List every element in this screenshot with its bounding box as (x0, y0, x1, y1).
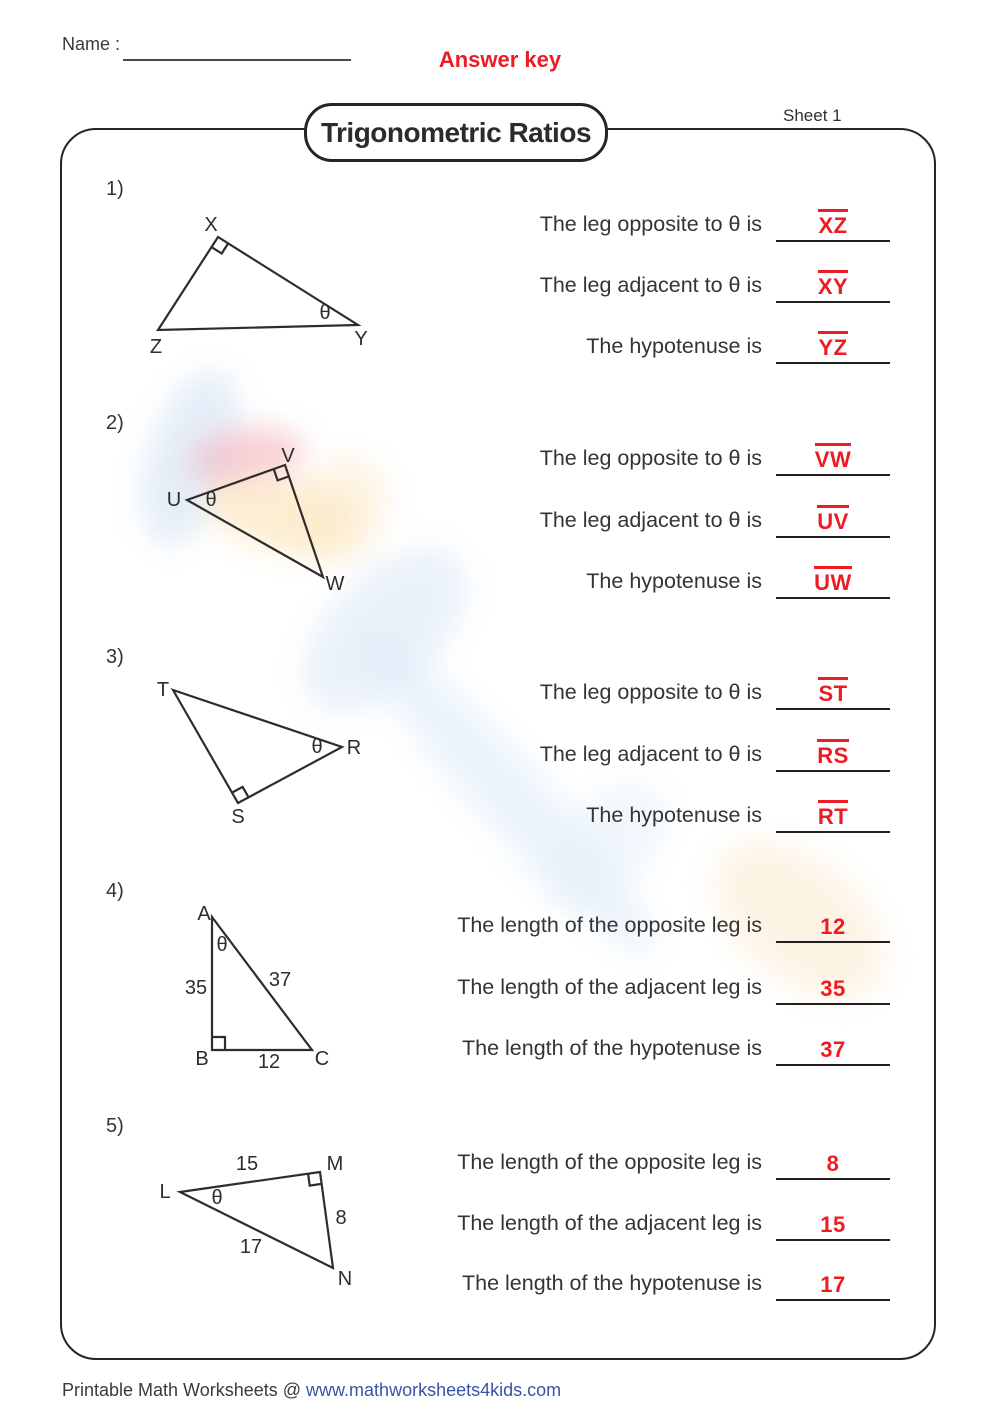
answer-blank (776, 1247, 890, 1301)
vertex-label: B (195, 1048, 209, 1070)
question-label: The hypotenuse is (586, 569, 762, 593)
answer-blank (776, 779, 890, 833)
answer-value: XZ (818, 209, 847, 240)
side-label: 17 (239, 1236, 263, 1258)
vertex-label: W (325, 573, 345, 595)
answer-value: VW (815, 443, 851, 474)
question-label: The leg opposite to θ is (539, 446, 762, 470)
sheet-number-label: Sheet 1 (783, 106, 842, 125)
problem-number: 4) (106, 880, 124, 902)
answer-value: UV (817, 505, 849, 536)
theta-label: θ (319, 302, 331, 324)
triangle-figure-3 (150, 665, 370, 830)
answer-key-text: Answer key (438, 47, 562, 72)
question-label: The hypotenuse is (586, 334, 762, 358)
answer-value: RT (818, 800, 848, 831)
answer-value: RS (817, 739, 849, 770)
footer (62, 1380, 561, 1401)
theta-label: θ (216, 934, 228, 956)
answer-blank (776, 1126, 890, 1180)
answer-blank (776, 484, 890, 538)
side-label: 12 (257, 1051, 281, 1073)
answer-blank (776, 188, 890, 242)
question-label: The length of the adjacent leg is (457, 975, 762, 999)
theta-label: θ (311, 736, 323, 758)
answer-blank (776, 1187, 890, 1241)
answer-value: 8 (826, 1150, 840, 1176)
question-label: The leg adjacent to θ is (539, 742, 762, 766)
side-label: 8 (335, 1207, 347, 1229)
answer-value: 12 (820, 913, 846, 939)
worksheet-title-pill (304, 103, 608, 162)
footer-text: Printable Math Worksheets @ (62, 1380, 307, 1400)
answer-blank (776, 310, 890, 364)
question-label: The leg opposite to θ is (539, 680, 762, 704)
answer-value: 15 (820, 1211, 846, 1237)
vertex-label: Y (354, 328, 368, 350)
answer-value: 35 (820, 975, 846, 1001)
answer-value: 37 (820, 1036, 846, 1062)
question-label: The length of the opposite leg is (457, 1150, 762, 1174)
vertex-label: V (281, 445, 295, 467)
vertex-label: U (166, 489, 182, 511)
vertex-label: T (156, 679, 170, 701)
vertex-label: A (197, 903, 211, 925)
vertex-label: M (326, 1153, 344, 1175)
answer-blank (776, 889, 890, 943)
problem-number: 5) (106, 1115, 124, 1137)
problem-number: 3) (106, 646, 124, 668)
question-label: The leg adjacent to θ is (539, 273, 762, 297)
triangle-figure-4 (160, 895, 350, 1075)
triangle-figure-2 (160, 440, 360, 600)
triangle-figure-5 (155, 1140, 365, 1295)
question-label: The leg adjacent to θ is (539, 508, 762, 532)
answer-blank (776, 545, 890, 599)
vertex-label: L (159, 1181, 171, 1203)
theta-label: θ (205, 489, 217, 511)
right-angle-icon (212, 1037, 225, 1050)
question-label: The hypotenuse is (586, 803, 762, 827)
answer-key-label (0, 47, 1000, 73)
vertex-label: X (204, 214, 218, 236)
problem-number: 2) (106, 412, 124, 434)
answer-blank (776, 1012, 890, 1066)
question-label: The length of the hypotenuse is (461, 1271, 762, 1295)
vertex-label: R (346, 737, 362, 759)
side-label: 37 (268, 969, 292, 991)
vertex-label: S (231, 806, 245, 828)
question-label: The length of the opposite leg is (457, 913, 762, 937)
question-label: The leg opposite to θ is (539, 212, 762, 236)
vertex-label: Z (149, 336, 163, 358)
answer-blank (776, 656, 890, 710)
answer-blank (776, 718, 890, 772)
answer-value: XY (818, 270, 848, 301)
answer-blank (776, 422, 890, 476)
question-label: The length of the adjacent leg is (457, 1211, 762, 1235)
worksheet-title: Trigonometric Ratios (320, 116, 592, 148)
footer-link[interactable]: www.mathworksheets4kids.com (306, 1380, 562, 1400)
answer-blank (776, 951, 890, 1005)
answer-value: ST (818, 677, 847, 708)
name-label: Name : (62, 34, 121, 54)
problem-number: 1) (106, 178, 124, 200)
theta-label: θ (211, 1187, 223, 1209)
vertex-label: C (314, 1048, 330, 1070)
vertex-label: N (337, 1268, 353, 1290)
side-label: 35 (184, 977, 208, 999)
answer-value: YZ (818, 331, 847, 362)
side-label: 15 (235, 1153, 259, 1175)
triangle-outline (187, 465, 323, 577)
answer-value: 17 (820, 1271, 846, 1297)
answer-value: UW (814, 566, 852, 597)
answer-blank (776, 249, 890, 303)
question-label: The length of the hypotenuse is (461, 1036, 762, 1060)
